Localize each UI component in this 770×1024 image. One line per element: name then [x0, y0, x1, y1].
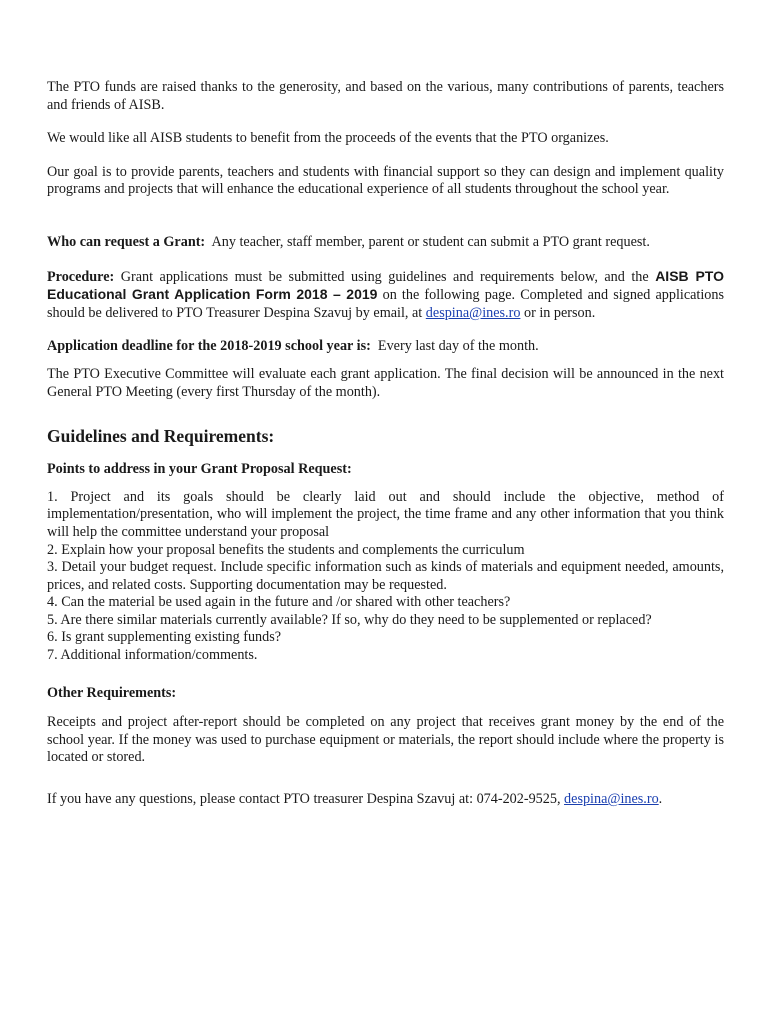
- contact-paragraph: [47, 791, 724, 809]
- list-item: 5. Are there similar materials currently available? If so, why do they need to be supplemented or replaced?: [47, 611, 652, 628]
- procedure-label: Procedure:: [47, 268, 115, 285]
- contact-end: .: [658, 791, 663, 808]
- list-item: 1. Project and its goals should be clearly laid out and should include the objective, method of implementation/presentation, who will implement the project, the time frame and any other information that you think will help the committee understand your proposal: [47, 488, 724, 540]
- other-requirements-heading: Other Requirements:: [47, 684, 177, 701]
- procedure-text-end: or in person.: [523, 304, 596, 321]
- intro-paragraph-3: Our goal is to provide parents, teachers and students with financial support so they can design and implement quality programs and projects that will enhance the educational experience of all students throughout the school year.: [47, 163, 724, 198]
- who-can-request-paragraph: [47, 234, 724, 252]
- intro-paragraph-2: We would like all AISB students to benefit from the proceeds of the events that the PTO organizes.: [47, 130, 609, 147]
- committee-paragraph: The PTO Executive Committee will evaluate each grant application. The final decision will be announced in the next General PTO Meeting (every first Thursday of the month).: [47, 365, 724, 400]
- list-item: 2. Explain how your proposal benefits the students and complements the curriculum: [47, 541, 525, 558]
- other-requirements-paragraph: Receipts and project after-report should be completed on any project that receives grant money by the end of the school year. If the money was used to purchase equipment or materials, the report should include where the property is located or stored.: [47, 714, 724, 766]
- list-item: 3. Detail your budget request. Include specific information such as kinds of materials and equipment needed, amounts, prices, and related costs. Supporting documentation may be requested.: [47, 559, 724, 593]
- procedure-paragraph: [47, 268, 724, 323]
- form-name: AISB PTO Educational Grant Application Form 2018 – 2019: [47, 267, 724, 303]
- list-item: 6. Is grant supplementing existing funds?: [47, 629, 282, 646]
- who-label: Who can request a Grant:: [47, 233, 206, 250]
- treasurer-email-link[interactable]: despina@ines.ro: [425, 304, 521, 321]
- document-page: [47, 79, 724, 809]
- deadline-paragraph: [47, 338, 724, 356]
- procedure-text-after: on the following page. Completed and signed applications should be delivered to PTO Treasurer Despina Szavuj by email, at: [47, 287, 725, 321]
- deadline-text: Every last day of the month.: [377, 338, 539, 355]
- procedure-text-before: Grant applications must be submitted using guidelines and requirements below, and the: [120, 268, 649, 285]
- list-item: 7. Additional information/comments.: [47, 647, 258, 664]
- guidelines-heading: Guidelines and Requirements:: [47, 426, 275, 447]
- deadline-label: Application deadline for the 2018-2019 school year is:: [47, 338, 371, 355]
- points-heading: Points to address in your Grant Proposal Request:: [47, 461, 352, 478]
- points-list: [47, 489, 724, 665]
- who-text: Any teacher, staff member, parent or student can submit a PTO grant request.: [211, 233, 650, 250]
- contact-text: If you have any questions, please contact PTO treasurer Despina Szavuj at: 074-202-9525,: [47, 791, 561, 808]
- contact-email-link[interactable]: despina@ines.ro: [564, 791, 659, 808]
- list-item: 4. Can the material be used again in the future and /or shared with other teachers?: [47, 594, 511, 611]
- intro-paragraph-1: The PTO funds are raised thanks to the generosity, and based on the various, many contributions of parents, teachers and friends of AISB.: [47, 79, 724, 113]
